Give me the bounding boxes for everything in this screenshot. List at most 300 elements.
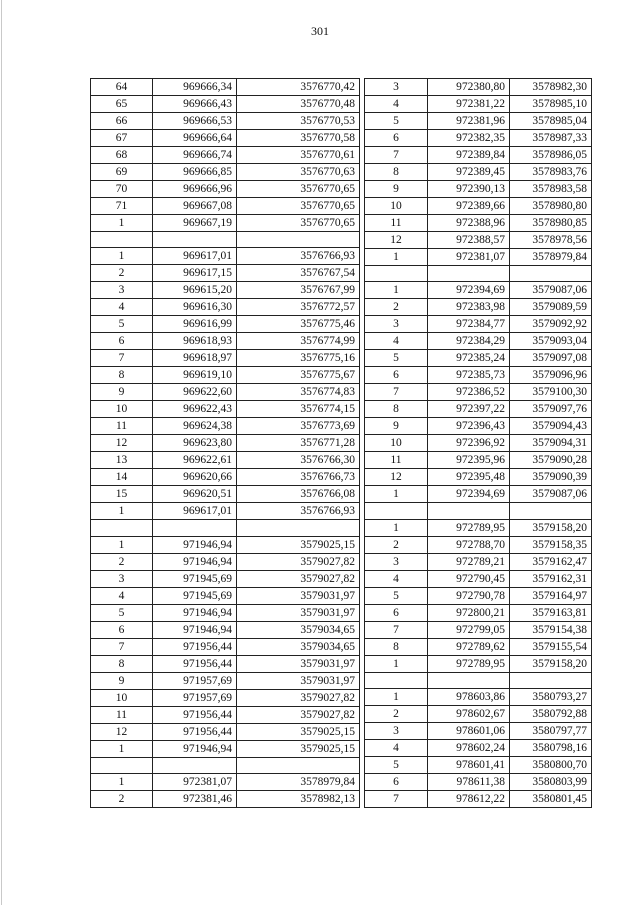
x-coordinate: [153, 232, 237, 248]
y-coordinate: 3580797,77: [510, 723, 592, 740]
x-coordinate: 971946,94: [153, 740, 237, 757]
point-number: [365, 266, 428, 282]
table-row: [365, 113, 592, 130]
x-coordinate: 969622,60: [153, 384, 237, 401]
x-coordinate: 972383,98: [428, 299, 510, 316]
x-coordinate: 972394,69: [428, 282, 510, 299]
point-number: 10: [365, 435, 428, 452]
table-row: [91, 418, 360, 435]
y-coordinate: 3576767,99: [237, 282, 360, 299]
y-coordinate: 3579164,97: [510, 587, 592, 604]
x-coordinate: 969617,15: [153, 265, 237, 282]
point-number: 5: [365, 113, 428, 130]
table-row: [365, 672, 592, 688]
x-coordinate: 972790,45: [428, 570, 510, 587]
point-number: 2: [365, 299, 428, 316]
y-coordinate: 3579034,65: [237, 638, 360, 655]
x-coordinate: 972395,96: [428, 452, 510, 469]
y-coordinate: 3576770,48: [237, 96, 360, 113]
y-coordinate: 3579097,76: [510, 401, 592, 418]
table-row: [365, 723, 592, 740]
point-number: 3: [365, 553, 428, 570]
table-row: [365, 435, 592, 452]
point-number: 8: [91, 655, 153, 672]
table-row: [91, 147, 360, 164]
point-number: 2: [91, 553, 153, 570]
table-row: [365, 452, 592, 469]
table-row: [365, 655, 592, 672]
point-number: [365, 503, 428, 519]
x-coordinate: 972388,57: [428, 232, 510, 249]
point-number: 1: [365, 249, 428, 266]
table-row: [91, 350, 360, 367]
table-row: [91, 198, 360, 215]
y-coordinate: 3579094,43: [510, 418, 592, 435]
y-coordinate: 3576772,57: [237, 299, 360, 316]
point-number: 2: [91, 265, 153, 282]
x-coordinate: 972388,96: [428, 215, 510, 232]
y-coordinate: 3579031,97: [237, 604, 360, 621]
table-row: [365, 299, 592, 316]
table-row: [365, 536, 592, 553]
point-number: 4: [365, 570, 428, 587]
table-row: [365, 367, 592, 384]
y-coordinate: 3576774,15: [237, 401, 360, 418]
y-coordinate: 3578985,04: [510, 113, 592, 130]
point-number: 12: [365, 469, 428, 486]
x-coordinate: 972799,05: [428, 621, 510, 638]
point-number: 2: [91, 791, 153, 808]
point-number: 8: [365, 638, 428, 655]
table-row: [365, 96, 592, 113]
point-number: 1: [91, 248, 153, 265]
point-number: 12: [91, 435, 153, 452]
y-coordinate: [510, 672, 592, 688]
y-coordinate: 3579025,15: [237, 740, 360, 757]
y-coordinate: 3580803,99: [510, 774, 592, 791]
point-number: 12: [365, 232, 428, 249]
y-coordinate: 3578980,80: [510, 198, 592, 215]
x-coordinate: 969667,19: [153, 215, 237, 232]
y-coordinate: 3576775,46: [237, 316, 360, 333]
x-coordinate: 972394,69: [428, 486, 510, 503]
x-coordinate: 969619,10: [153, 367, 237, 384]
table-row: [91, 282, 360, 299]
x-coordinate: 969620,51: [153, 486, 237, 503]
x-coordinate: 969666,96: [153, 181, 237, 198]
y-coordinate: 3579158,35: [510, 536, 592, 553]
x-coordinate: 972380,80: [428, 79, 510, 96]
y-coordinate: [237, 520, 360, 536]
table-row: [365, 401, 592, 418]
table-row: [91, 672, 360, 689]
y-coordinate: 3576770,63: [237, 164, 360, 181]
table-row: [365, 587, 592, 604]
x-coordinate: 972389,66: [428, 198, 510, 215]
y-coordinate: 3576770,42: [237, 79, 360, 96]
y-coordinate: 3579031,97: [237, 672, 360, 689]
point-number: 11: [365, 452, 428, 469]
table-row: [365, 570, 592, 587]
table-row: [365, 147, 592, 164]
x-coordinate: 972396,92: [428, 435, 510, 452]
y-coordinate: 3579154,38: [510, 621, 592, 638]
table-row: [365, 333, 592, 350]
x-coordinate: 969666,74: [153, 147, 237, 164]
table-row: [91, 469, 360, 486]
table-row: [91, 401, 360, 418]
point-number: 7: [365, 147, 428, 164]
point-number: 1: [365, 486, 428, 503]
table-row: [365, 181, 592, 198]
y-coordinate: [510, 266, 592, 282]
table-row: [91, 587, 360, 604]
point-number: [91, 520, 153, 536]
y-coordinate: 3579027,82: [237, 706, 360, 723]
y-coordinate: 3579027,82: [237, 553, 360, 570]
y-coordinate: 3578986,05: [510, 147, 592, 164]
x-coordinate: 972382,35: [428, 130, 510, 147]
table-row: [91, 774, 360, 791]
x-coordinate: 971945,69: [153, 570, 237, 587]
x-coordinate: 972395,48: [428, 469, 510, 486]
y-coordinate: [510, 503, 592, 519]
point-number: 9: [365, 418, 428, 435]
x-coordinate: 972389,84: [428, 147, 510, 164]
table-row: [91, 706, 360, 723]
y-coordinate: 3579092,92: [510, 316, 592, 333]
table-row: [91, 452, 360, 469]
x-coordinate: 972790,78: [428, 587, 510, 604]
y-coordinate: 3579158,20: [510, 519, 592, 536]
table-row: [365, 740, 592, 757]
x-coordinate: 972789,95: [428, 655, 510, 672]
table-row: [365, 791, 592, 808]
y-coordinate: 3576775,67: [237, 367, 360, 384]
point-number: 6: [365, 604, 428, 621]
y-coordinate: 3576766,93: [237, 503, 360, 520]
table-row: [91, 232, 360, 248]
y-coordinate: 3578980,85: [510, 215, 592, 232]
point-number: [91, 757, 153, 773]
point-number: 1: [91, 536, 153, 553]
y-coordinate: 3579158,20: [510, 655, 592, 672]
point-number: 1: [91, 503, 153, 520]
table-row: [91, 757, 360, 773]
y-coordinate: 3578982,30: [510, 79, 592, 96]
table-row: [91, 503, 360, 520]
y-coordinate: 3579027,82: [237, 689, 360, 706]
x-coordinate: 978601,41: [428, 757, 510, 774]
x-coordinate: 978611,38: [428, 774, 510, 791]
x-coordinate: 978602,67: [428, 706, 510, 723]
point-number: 66: [91, 113, 153, 130]
table-row: [91, 604, 360, 621]
point-number: [91, 232, 153, 248]
y-coordinate: 3576773,69: [237, 418, 360, 435]
table-row: [365, 215, 592, 232]
table-row: [91, 435, 360, 452]
y-coordinate: 3579090,39: [510, 469, 592, 486]
table-row: [365, 232, 592, 249]
x-coordinate: 972381,96: [428, 113, 510, 130]
x-coordinate: 978602,24: [428, 740, 510, 757]
y-coordinate: 3580801,45: [510, 791, 592, 808]
table-row: [365, 553, 592, 570]
table-row: [91, 130, 360, 147]
y-coordinate: 3576767,54: [237, 265, 360, 282]
y-coordinate: 3579094,31: [510, 435, 592, 452]
y-coordinate: 3579163,81: [510, 604, 592, 621]
y-coordinate: 3578982,13: [237, 791, 360, 808]
point-number: 70: [91, 181, 153, 198]
point-number: 6: [91, 621, 153, 638]
y-coordinate: 3576770,58: [237, 130, 360, 147]
table-row: [365, 486, 592, 503]
point-number: 8: [365, 401, 428, 418]
y-coordinate: 3579100,30: [510, 384, 592, 401]
x-coordinate: 971945,69: [153, 587, 237, 604]
y-coordinate: 3579097,08: [510, 350, 592, 367]
point-number: 1: [365, 519, 428, 536]
point-number: 9: [91, 384, 153, 401]
table-row: [365, 418, 592, 435]
point-number: 10: [91, 401, 153, 418]
y-coordinate: 3576774,83: [237, 384, 360, 401]
y-coordinate: 3576770,61: [237, 147, 360, 164]
point-number: 6: [365, 367, 428, 384]
x-coordinate: 969666,43: [153, 96, 237, 113]
y-coordinate: 3578979,84: [510, 249, 592, 266]
x-coordinate: 972390,13: [428, 181, 510, 198]
page-number: 301: [311, 24, 329, 38]
point-number: 14: [91, 469, 153, 486]
y-coordinate: [237, 757, 360, 773]
point-number: 64: [91, 79, 153, 96]
y-coordinate: 3579027,82: [237, 570, 360, 587]
x-coordinate: 971956,44: [153, 706, 237, 723]
y-coordinate: 3576766,30: [237, 452, 360, 469]
point-number: 7: [365, 384, 428, 401]
point-number: 10: [365, 198, 428, 215]
x-coordinate: 969622,43: [153, 401, 237, 418]
table-row: [91, 367, 360, 384]
table-row: [91, 536, 360, 553]
point-number: 4: [91, 587, 153, 604]
table-row: [91, 520, 360, 536]
point-number: 3: [365, 316, 428, 333]
y-coordinate: [237, 232, 360, 248]
y-coordinate: 3579155,54: [510, 638, 592, 655]
x-coordinate: 969666,85: [153, 164, 237, 181]
point-number: 10: [91, 689, 153, 706]
point-number: 4: [365, 333, 428, 350]
point-number: 67: [91, 130, 153, 147]
table-row: [365, 757, 592, 774]
table-row: [365, 79, 592, 96]
table-row: [91, 740, 360, 757]
x-coordinate: 978603,86: [428, 689, 510, 706]
x-coordinate: 972384,77: [428, 316, 510, 333]
point-number: 8: [91, 367, 153, 384]
x-coordinate: 969666,64: [153, 130, 237, 147]
table-row: [91, 384, 360, 401]
point-number: 2: [365, 706, 428, 723]
y-coordinate: 3579162,47: [510, 553, 592, 570]
y-coordinate: 3576771,28: [237, 435, 360, 452]
y-coordinate: 3579031,97: [237, 655, 360, 672]
y-coordinate: 3578983,58: [510, 181, 592, 198]
point-number: 5: [91, 604, 153, 621]
point-number: 4: [365, 96, 428, 113]
table-row: [365, 282, 592, 299]
table-row: [91, 621, 360, 638]
table-row: [365, 198, 592, 215]
point-number: 5: [365, 587, 428, 604]
table-row: [91, 655, 360, 672]
x-coordinate: 972396,43: [428, 418, 510, 435]
y-coordinate: 3578985,10: [510, 96, 592, 113]
y-coordinate: 3580798,16: [510, 740, 592, 757]
point-number: 7: [365, 791, 428, 808]
point-number: [365, 672, 428, 688]
x-coordinate: 969623,80: [153, 435, 237, 452]
y-coordinate: 3579162,31: [510, 570, 592, 587]
point-number: 13: [91, 452, 153, 469]
x-coordinate: 969616,30: [153, 299, 237, 316]
point-number: 11: [91, 706, 153, 723]
point-number: 65: [91, 96, 153, 113]
point-number: 68: [91, 147, 153, 164]
x-coordinate: 972385,24: [428, 350, 510, 367]
table-row: [91, 791, 360, 808]
point-number: 9: [91, 672, 153, 689]
point-number: 3: [91, 570, 153, 587]
table-row: [365, 519, 592, 536]
y-coordinate: 3580793,27: [510, 689, 592, 706]
x-coordinate: 969618,97: [153, 350, 237, 367]
x-coordinate: 972789,95: [428, 519, 510, 536]
point-number: 7: [91, 638, 153, 655]
table-row: [365, 316, 592, 333]
x-coordinate: 972381,22: [428, 96, 510, 113]
y-coordinate: 3579089,59: [510, 299, 592, 316]
point-number: 2: [365, 536, 428, 553]
point-number: 6: [91, 333, 153, 350]
x-coordinate: 971956,44: [153, 723, 237, 740]
point-number: 9: [365, 181, 428, 198]
x-coordinate: 969620,66: [153, 469, 237, 486]
x-coordinate: 969666,34: [153, 79, 237, 96]
x-coordinate: 971946,94: [153, 536, 237, 553]
point-number: 1: [91, 215, 153, 232]
y-coordinate: 3580792,88: [510, 706, 592, 723]
x-coordinate: 969624,38: [153, 418, 237, 435]
point-number: 1: [91, 774, 153, 791]
x-coordinate: [153, 520, 237, 536]
x-coordinate: 972381,07: [428, 249, 510, 266]
x-coordinate: 972386,52: [428, 384, 510, 401]
table-row: [91, 215, 360, 232]
x-coordinate: [428, 672, 510, 688]
table-row: [91, 265, 360, 282]
x-coordinate: 972384,29: [428, 333, 510, 350]
x-coordinate: 972381,07: [153, 774, 237, 791]
table-row: [365, 130, 592, 147]
x-coordinate: 969615,20: [153, 282, 237, 299]
table-row: [365, 706, 592, 723]
table-row: [91, 299, 360, 316]
y-coordinate: 3579087,06: [510, 282, 592, 299]
table-row: [365, 266, 592, 282]
point-number: 3: [365, 79, 428, 96]
table-row: [91, 553, 360, 570]
y-coordinate: 3576770,65: [237, 198, 360, 215]
point-number: 5: [365, 757, 428, 774]
x-coordinate: 969616,99: [153, 316, 237, 333]
y-coordinate: 3578983,76: [510, 164, 592, 181]
point-number: 8: [365, 164, 428, 181]
table-row: [91, 248, 360, 265]
y-coordinate: 3579034,65: [237, 621, 360, 638]
table-row: [91, 181, 360, 198]
table-row: [91, 638, 360, 655]
y-coordinate: 3576766,93: [237, 248, 360, 265]
y-coordinate: 3576766,08: [237, 486, 360, 503]
y-coordinate: 3578979,84: [237, 774, 360, 791]
scan-left-edge: [1, 0, 2, 905]
y-coordinate: 3580800,70: [510, 757, 592, 774]
point-number: 5: [91, 316, 153, 333]
table-row: [91, 689, 360, 706]
x-coordinate: 969667,08: [153, 198, 237, 215]
y-coordinate: 3579096,96: [510, 367, 592, 384]
x-coordinate: 971946,94: [153, 604, 237, 621]
table-row: [365, 249, 592, 266]
x-coordinate: [153, 757, 237, 773]
table-row: [91, 113, 360, 130]
point-number: 1: [91, 740, 153, 757]
x-coordinate: 978612,22: [428, 791, 510, 808]
y-coordinate: 3576774,99: [237, 333, 360, 350]
point-number: 6: [365, 774, 428, 791]
point-number: 4: [91, 299, 153, 316]
table-row: [365, 689, 592, 706]
x-coordinate: 969622,61: [153, 452, 237, 469]
point-number: 11: [91, 418, 153, 435]
table-row: [91, 164, 360, 181]
y-coordinate: 3576770,65: [237, 215, 360, 232]
y-coordinate: 3576775,16: [237, 350, 360, 367]
x-coordinate: 971957,69: [153, 672, 237, 689]
table-row: [91, 333, 360, 350]
table-row: [365, 164, 592, 181]
y-coordinate: 3579087,06: [510, 486, 592, 503]
x-coordinate: 971946,94: [153, 621, 237, 638]
point-number: 3: [365, 723, 428, 740]
x-coordinate: 971946,94: [153, 553, 237, 570]
x-coordinate: 972789,62: [428, 638, 510, 655]
x-coordinate: 969666,53: [153, 113, 237, 130]
point-number: 15: [91, 486, 153, 503]
x-coordinate: 972385,73: [428, 367, 510, 384]
y-coordinate: 3576770,65: [237, 181, 360, 198]
y-coordinate: 3579093,04: [510, 333, 592, 350]
point-number: 69: [91, 164, 153, 181]
table-row: [91, 79, 360, 96]
table-row: [365, 469, 592, 486]
table-row: [91, 486, 360, 503]
